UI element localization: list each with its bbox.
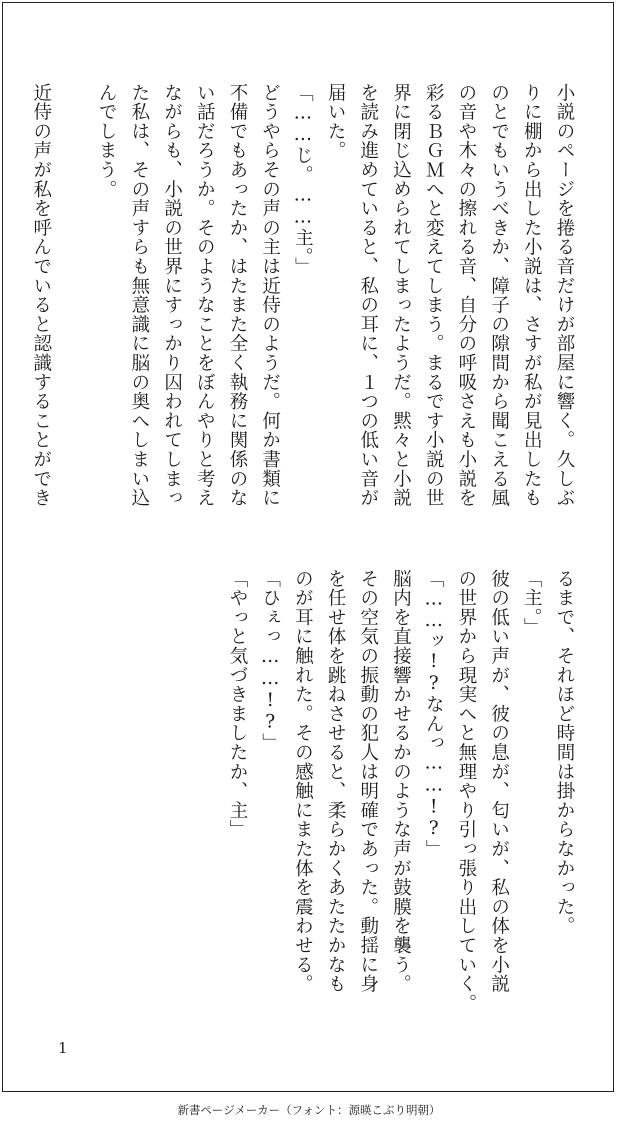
text-line: 不備でもあったか、はたまた全く執務に関係のな <box>226 83 248 508</box>
blank-line <box>57 83 90 533</box>
text-line: 界に閉じ込められてしまったようだ。黙々と小説 <box>390 83 412 508</box>
text-line: ながらも、小説の世界にすっかり囚われてしまっ <box>161 83 183 508</box>
text-line: の世界から現実へと無理やり引っ張り出していく。 <box>455 569 477 1013</box>
text-line: 彼の低い声が、彼の息が、匂いが、私の体を小説 <box>488 569 510 994</box>
text-line: のとでもいうべきか、障子の隙間から聞こえる風 <box>488 83 510 508</box>
text-line: 「……じ。……主。」 <box>292 83 314 277</box>
text-line: 「ひぇっ……!?」 <box>259 569 281 753</box>
footer-caption: 新書ページメーカー（フォント：源暎こぶり明朝） <box>177 1103 441 1117</box>
text-line: 脳内を直接響かせるかのような声が鼓膜を襲う。 <box>390 569 412 994</box>
text-line: の音や木々の擦れる音、自分の呼吸さえも小説を <box>455 83 477 508</box>
text-line: い話だろうか。そのようなことをぼんやりと考え <box>194 83 216 508</box>
text-line: りに棚から出した小説は、さすが私が見出したも <box>521 83 543 508</box>
text-line: 「やっと気づきましたか、主」 <box>226 569 248 840</box>
text-line: 届いた。 <box>325 83 347 161</box>
text-line: その空気の振動の犯人は明確であった。動揺に身 <box>357 569 379 994</box>
text-line: 小説のページを捲る音だけが部屋に響く。久しぶ <box>554 83 575 508</box>
text-line: を任せ体を跳ねさせると、柔らかくあたたかなも <box>325 569 347 994</box>
text-line: のが耳に触れた。その感触にまた体を震わせる。 <box>292 569 314 994</box>
text-line: どうやらその声の主は近侍のようだ。何か書類に <box>259 83 281 508</box>
text-line: るまで、それほど時間は掛からなかった。 <box>554 569 575 936</box>
text-line: 近侍の声が私を呼んでいると認識することができ <box>30 83 52 508</box>
text-line: 「……ッ!?なんっ……!?」 <box>423 569 445 860</box>
page-frame <box>2 2 614 1092</box>
page-number: 1 <box>58 1039 68 1057</box>
text-line: んでしまう。 <box>96 83 118 199</box>
text-line: 彩るＢＧＭへと変えてしまう。まるです小説の世 <box>423 83 445 508</box>
upper-text-block <box>30 83 580 533</box>
text-line: た私は、その声すらも無意識に脳の奥へしまい込 <box>128 83 150 508</box>
lower-text-block <box>203 569 580 1019</box>
text-line: 「主。」 <box>521 569 543 637</box>
text-line: を読み進めていると、私の耳に、１つの低い音が <box>357 83 379 508</box>
